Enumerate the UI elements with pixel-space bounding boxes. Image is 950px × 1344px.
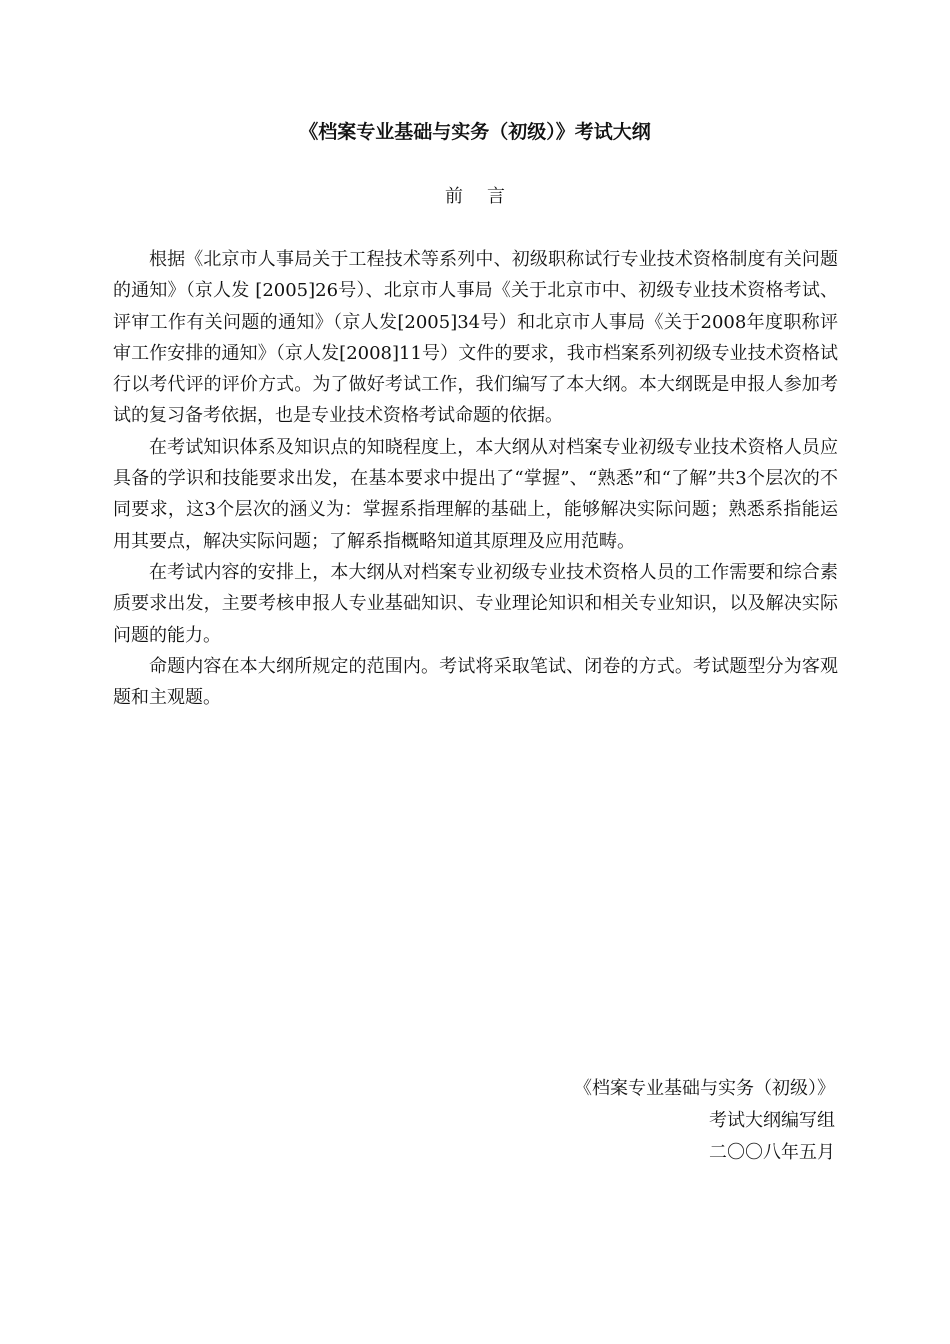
paragraph-1: 根据《北京市人事局关于工程技术等系列中、初级职称试行专业技术资格制度有关问题的通知》（京人发 [2005]26号）、北京市人事局《关于北京市中、初级专业技术资格考试、评审工作有关问题的通知》（京人发[2005]34号）和北京市人事局《关于2008年度职称评审工作安排的通知》（京人发[2008]11号）文件的要求，我市档案系列初级专业技术资格试行以考代评的评价方式。为了做好考试工作，我们编写了本大纲。本大纲既是申报人参加考试的复习备考依据，也是专业技术资格考试命题的依据。 [113,249,838,427]
signature-block [435,1073,835,1169]
preface-heading: 前言 [445,186,529,207]
signature-group: 考试大纲编写组 [709,1110,835,1131]
document-title: 《档案专业基础与实务（初级）》考试大纲 [299,121,651,143]
paragraph-4: 命题内容在本大纲所规定的范围内。考试将采取笔试、闭卷的方式。考试题型分为客观题和主观题。 [113,655,838,709]
signature-date: 二〇〇八年五月 [709,1142,835,1163]
paragraph-3: 在考试内容的安排上，本大纲从对档案专业初级专业技术资格人员的工作需要和综合素质要求出发，主要考核申报人专业基础知识、专业理论知识和相关专业知识，以及解决实际问题的能力。 [113,561,838,646]
preface-body [113,244,838,713]
signature-book-title: 《档案专业基础与实务（初级）》 [574,1078,835,1099]
paragraph-2: 在考试知识体系及知识点的知晓程度上，本大纲从对档案专业初级专业技术资格人员应具备的学识和技能要求出发，在基本要求中提出了“掌握”、“熟悉”和“了解”共3个层次的不同要求，这3个层次的涵义为：掌握系指理解的基础上，能够解决实际问题；熟悉系指能运用其要点，解决实际问题；了解系指概略知道其原理及应用范畴。 [113,436,838,552]
